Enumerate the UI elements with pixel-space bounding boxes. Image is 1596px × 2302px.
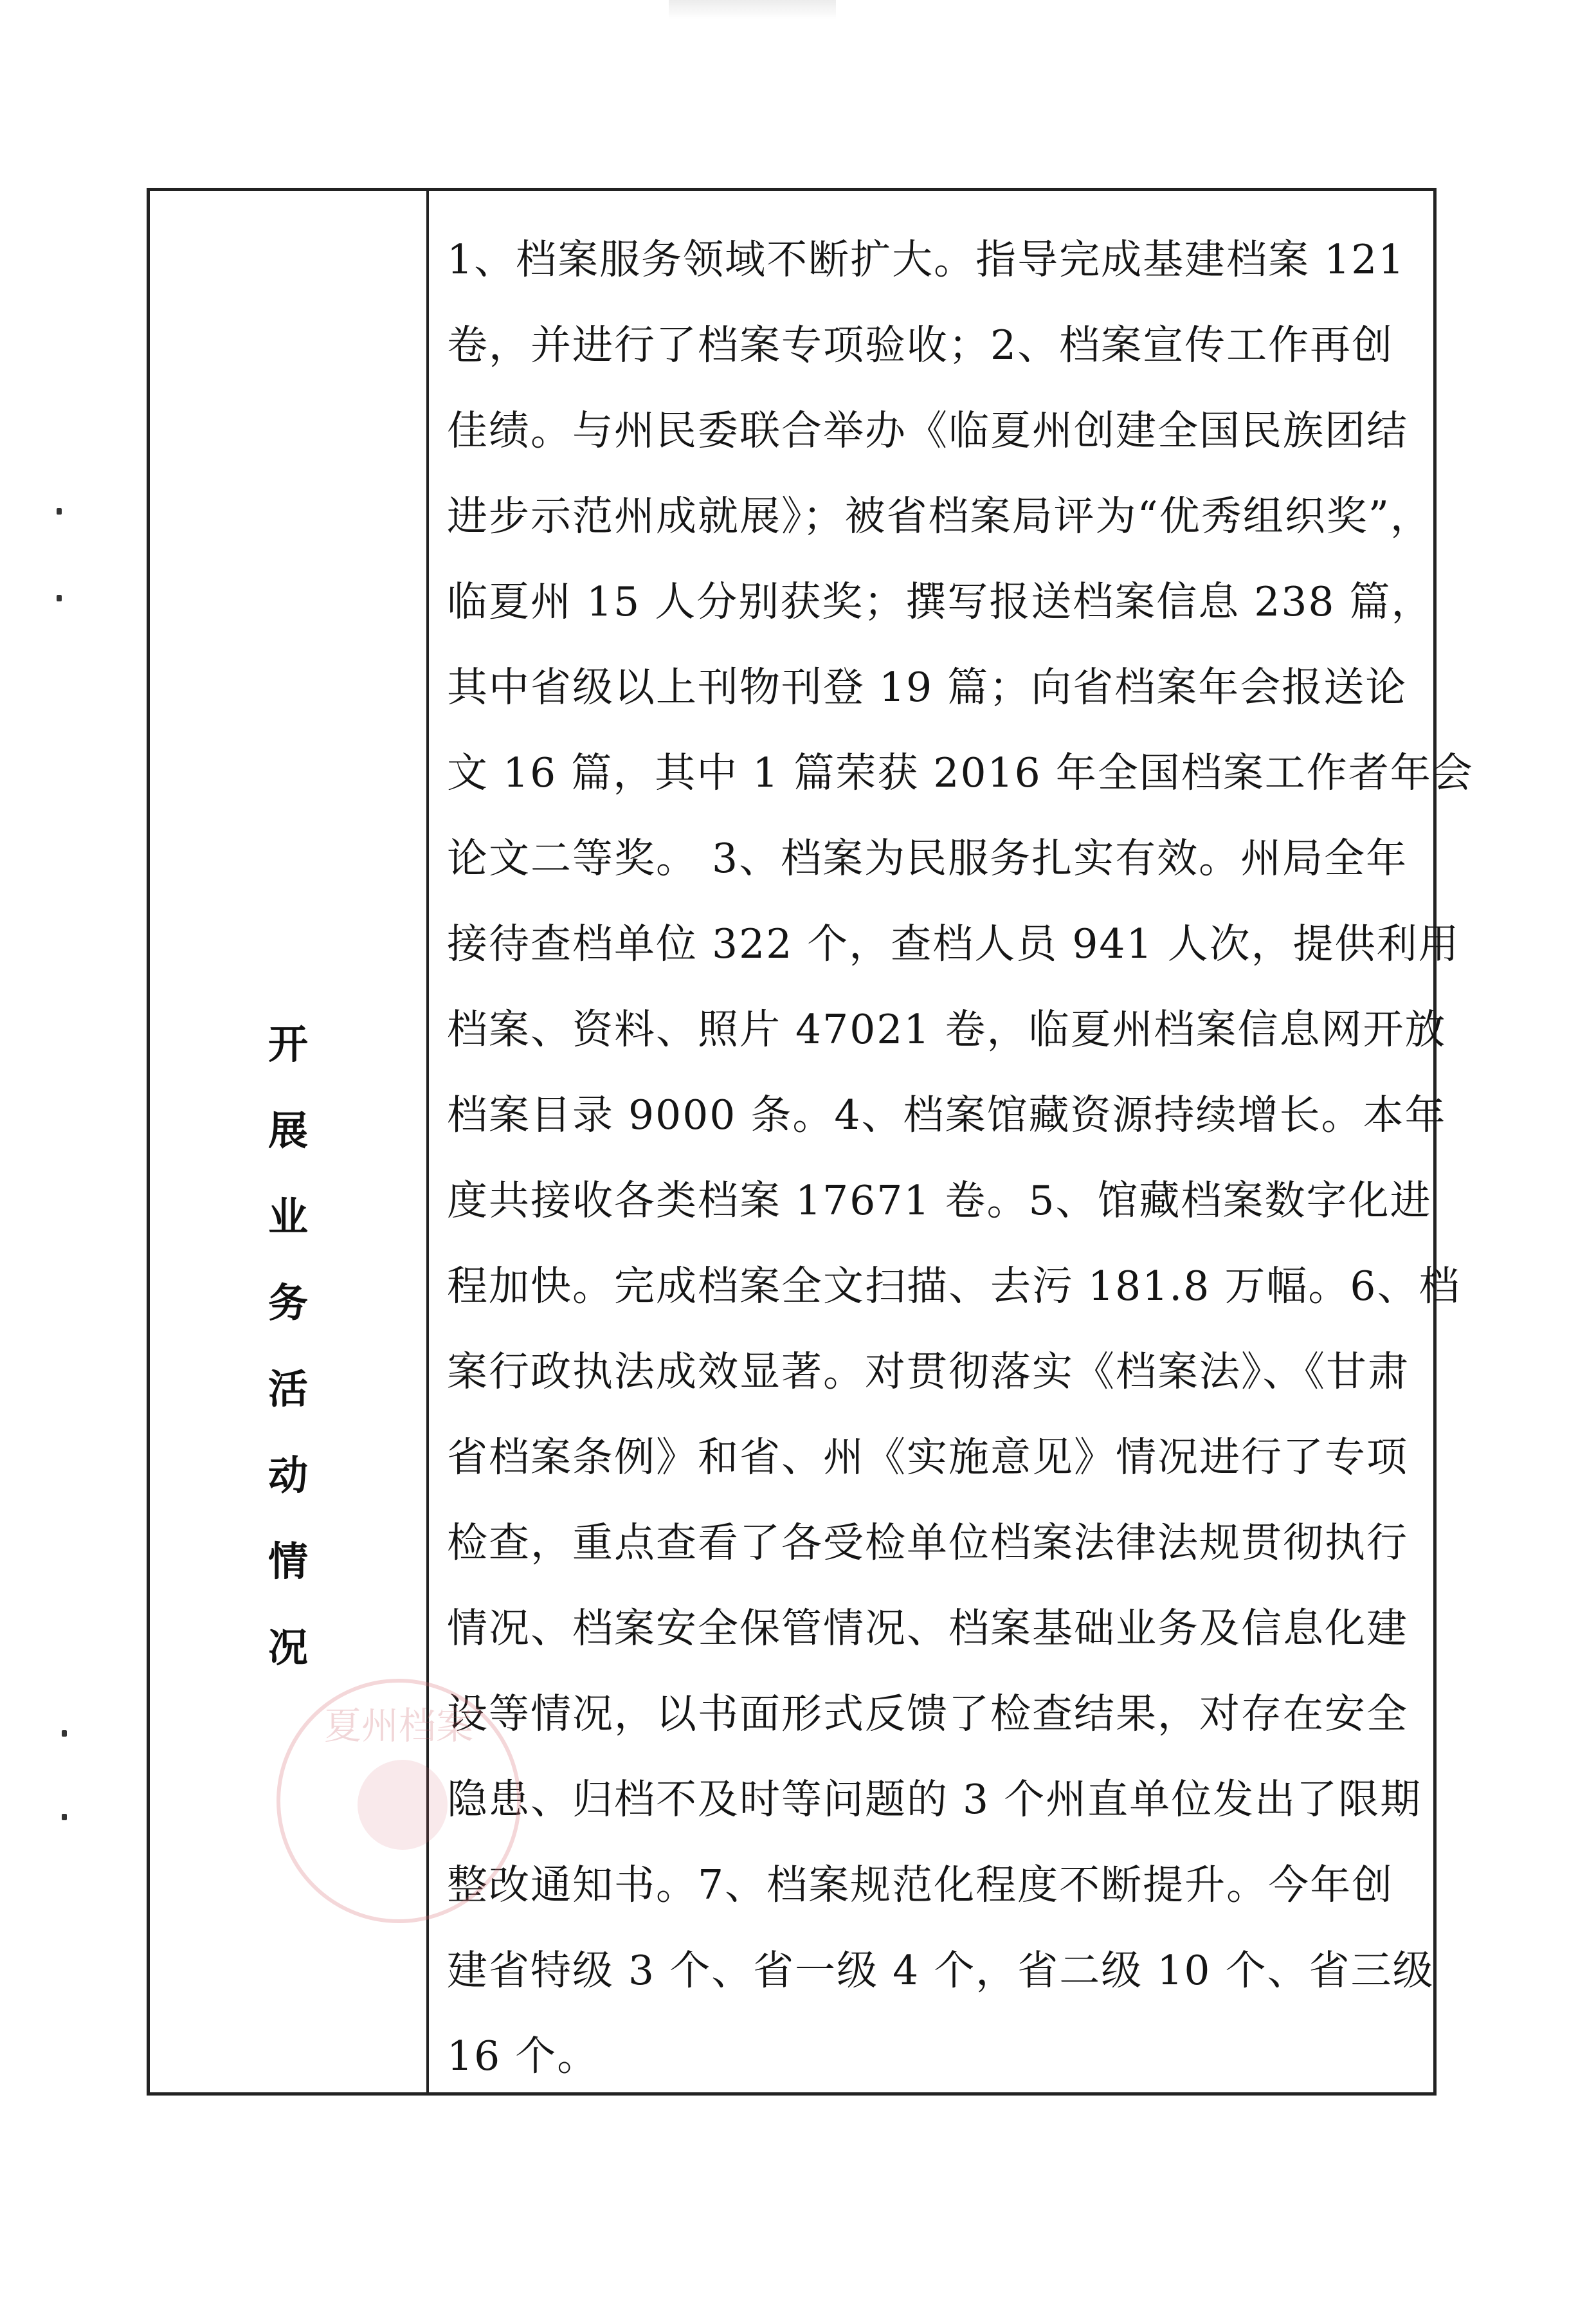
text-line: 进步示范州成就展》；被省档案局评为“优秀组织奖”， bbox=[447, 493, 1432, 540]
text-line: 整改通知书。7、档案规范化程度不断提升。今年创 bbox=[447, 1861, 1394, 1908]
official-seal bbox=[277, 1679, 521, 1923]
text-line: 卷，并进行了档案专项验收；2、档案宣传工作再创 bbox=[447, 322, 1394, 369]
label-char: 况 bbox=[268, 1624, 308, 1671]
text-line: 程加快。完成档案全文扫描、去污 181.8 万幅。6、档 bbox=[447, 1263, 1461, 1310]
label-char: 业 bbox=[268, 1193, 308, 1240]
seal-emblem bbox=[358, 1760, 448, 1850]
label-char: 活 bbox=[268, 1366, 308, 1412]
label-char: 务 bbox=[268, 1279, 308, 1326]
label-char: 开 bbox=[268, 1021, 308, 1068]
binder-hole-mark bbox=[57, 508, 62, 515]
text-line: 省档案条例》和省、州《实施意见》情况进行了专项 bbox=[447, 1434, 1408, 1481]
text-line: 文 16 篇，其中 1 篇荣获 2016 年全国档案工作者年会 bbox=[447, 749, 1474, 796]
label-char: 情 bbox=[268, 1538, 308, 1585]
text-line: 检查，重点查看了各受检单位档案法律法规贯彻执行 bbox=[447, 1519, 1408, 1566]
text-line: 临夏州 15 人分别获奖；撰写报送档案信息 238 篇， bbox=[447, 578, 1433, 625]
text-line: 档案目录 9000 条。4、档案馆藏资源持续增长。本年 bbox=[447, 1092, 1447, 1138]
label-char: 动 bbox=[268, 1452, 308, 1499]
text-line: 佳绩。与州民委联合举办《临夏州创建全国民族团结 bbox=[447, 407, 1408, 454]
text-line: 情况、档案安全保管情况、档案基础业务及信息化建 bbox=[447, 1605, 1408, 1652]
text-line: 建省特级 3 个、省一级 4 个，省二级 10 个、省三级 bbox=[447, 1947, 1435, 1994]
binder-hole-mark bbox=[62, 1814, 67, 1820]
scan-artifact bbox=[669, 0, 836, 19]
text-line: 论文二等奖。 3、档案为民服务扎实有效。州局全年 bbox=[447, 835, 1408, 882]
text-line: 16 个。 bbox=[447, 2033, 599, 2079]
text-line: 设等情况，以书面形式反馈了检查结果，对存在安全 bbox=[447, 1690, 1408, 1737]
text-line: 接待查档单位 322 个，查档人员 941 人次，提供利用 bbox=[447, 920, 1460, 967]
text-line: 档案、资料、照片 47021 卷，临夏州档案信息网开放 bbox=[447, 1006, 1447, 1053]
seal-text: 夏州档案 bbox=[323, 1704, 473, 1748]
label-char: 展 bbox=[268, 1107, 308, 1154]
binder-hole-mark bbox=[62, 1730, 67, 1737]
text-line: 度共接收各类档案 17671 卷。5、馆藏档案数字化进 bbox=[447, 1177, 1432, 1224]
text-line: 案行政执法成效显著。对贯彻落实《档案法》、《甘肃 bbox=[447, 1348, 1410, 1395]
content-cell bbox=[447, 217, 1474, 2099]
text-line: 隐患、归档不及时等问题的 3 个州直单位发出了限期 bbox=[447, 1776, 1422, 1823]
text-line: 其中省级以上刊物刊登 19 篇；向省档案年会报送论 bbox=[447, 664, 1408, 711]
text-line: 1、档案服务领域不断扩大。指导完成基建档案 121 bbox=[447, 236, 1406, 283]
binder-hole-mark bbox=[57, 595, 62, 601]
